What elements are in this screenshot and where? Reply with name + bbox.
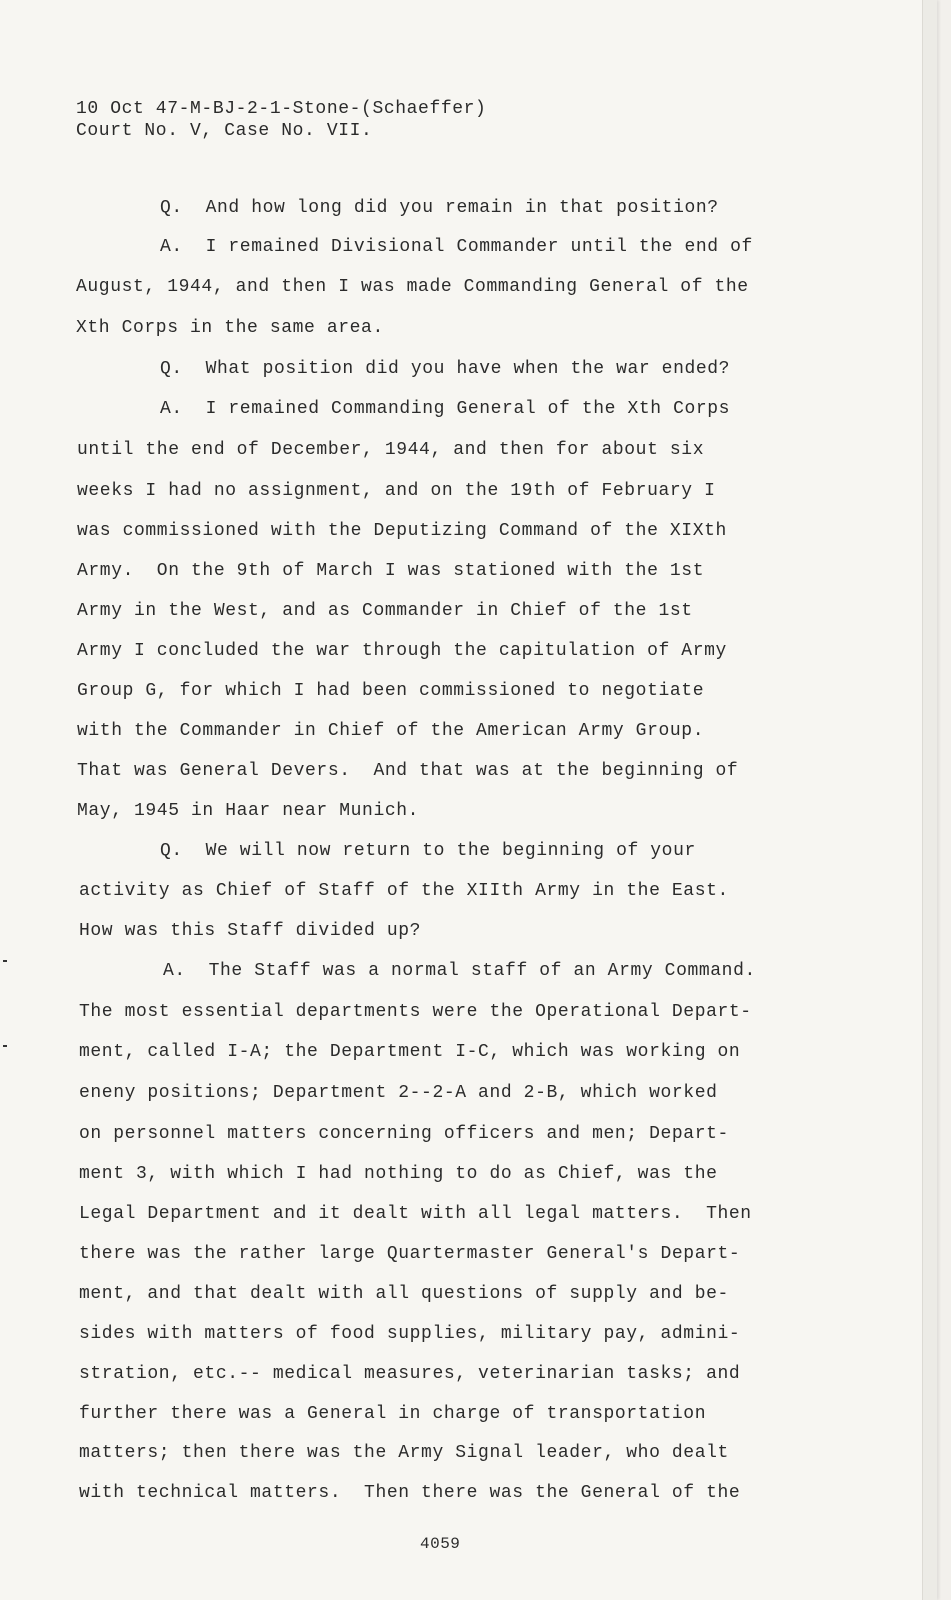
body-line: A. I remained Commanding General of the Xth Corps bbox=[160, 399, 731, 419]
body-line: stration, etc.-- medical measures, veterinarian tasks; and bbox=[79, 1364, 741, 1384]
body-line: Army in the West, and as Commander in Chief of the 1st bbox=[77, 601, 693, 621]
body-line: Army. On the 9th of March I was stationed with the 1st bbox=[77, 561, 705, 581]
body-line: there was the rather large Quartermaster General's Depart- bbox=[79, 1244, 741, 1264]
body-line: weeks I had no assignment, and on the 19th of February I bbox=[77, 481, 716, 501]
body-line: How was this Staff divided up? bbox=[79, 921, 422, 941]
body-line: Legal Department and it dealt with all legal matters. Then bbox=[79, 1204, 752, 1224]
header-case-reference: 10 Oct 47-M-BJ-2-1-Stone-(Schaeffer) bbox=[76, 99, 487, 119]
body-line: Group G, for which I had been commissioned to negotiate bbox=[77, 681, 705, 701]
body-line: Army I concluded the war through the capitulation of Army bbox=[77, 641, 727, 661]
page-edge bbox=[922, 0, 937, 1600]
body-line: eneny positions; Department 2--2-A and 2-B, which worked bbox=[79, 1083, 718, 1103]
margin-mark bbox=[3, 960, 7, 962]
margin-mark bbox=[3, 1045, 7, 1047]
header-court-info: Court No. V, Case No. VII. bbox=[76, 121, 373, 141]
body-line: Q. And how long did you remain in that position? bbox=[160, 198, 719, 218]
body-line: ment, called I-A; the Department I-C, which was working on bbox=[79, 1042, 741, 1062]
body-line: The most essential departments were the Operational Depart- bbox=[79, 1002, 752, 1022]
body-line: Xth Corps in the same area. bbox=[76, 318, 384, 338]
body-line: ment, and that dealt with all questions of supply and be- bbox=[79, 1284, 729, 1304]
body-line: Q. What position did you have when the war ended? bbox=[160, 359, 731, 379]
body-line: That was General Devers. And that was at the beginning of bbox=[77, 761, 739, 781]
body-line: sides with matters of food supplies, military pay, admini- bbox=[79, 1324, 741, 1344]
body-line: A. The Staff was a normal staff of an Army Command. bbox=[163, 961, 756, 981]
body-line: with technical matters. Then there was the General of the bbox=[79, 1483, 741, 1503]
body-line: activity as Chief of Staff of the XIIth Army in the East. bbox=[79, 881, 729, 901]
page-number: 4059 bbox=[420, 1535, 461, 1553]
body-line: August, 1944, and then I was made Commanding General of the bbox=[76, 277, 749, 297]
body-line: until the end of December, 1944, and then for about six bbox=[77, 440, 705, 460]
body-line: on personnel matters concerning officers and men; Depart- bbox=[79, 1124, 729, 1144]
body-line: with the Commander in Chief of the American Army Group. bbox=[77, 721, 705, 741]
body-line: May, 1945 in Haar near Munich. bbox=[77, 801, 420, 821]
body-line: A. I remained Divisional Commander until the end of bbox=[160, 237, 753, 257]
document-header bbox=[76, 98, 486, 142]
body-line: ment 3, with which I had nothing to do as Chief, was the bbox=[79, 1164, 718, 1184]
body-line: was commissioned with the Deputizing Command of the XIXth bbox=[77, 521, 727, 541]
body-line: further there was a General in charge of transportation bbox=[79, 1404, 707, 1424]
body-line: matters; then there was the Army Signal leader, who dealt bbox=[79, 1443, 729, 1463]
body-line: Q. We will now return to the beginning of your bbox=[160, 841, 696, 861]
